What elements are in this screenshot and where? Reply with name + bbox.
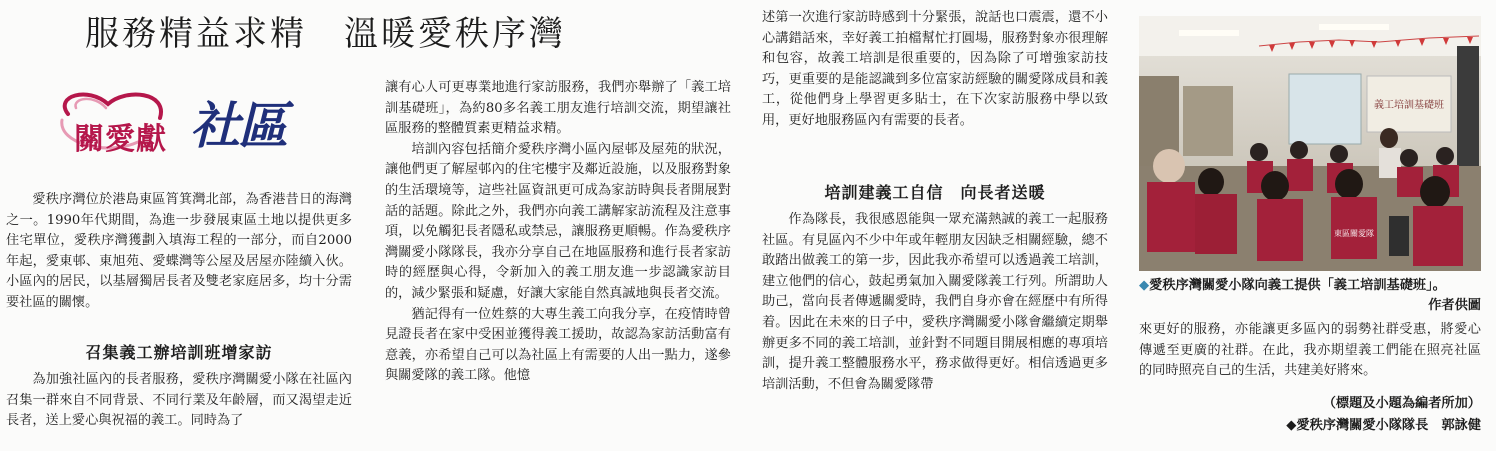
caption-text: 愛秩序灣關愛小隊向義工提供「義工培訓基礎班」。 [1149,278,1446,293]
column-3-lower [762,210,1108,395]
headline: 服務精益求精 溫暖愛秩序灣 [85,14,566,54]
paragraph-2-1: 讓有心人可更專業地進行家訪服務，我們亦舉辦了「義工培訓基礎班」，為約80多名義工朋友進行培訓交流，期望讓社區服務的整體質素更精益求精。 [385,80,731,137]
logo-text-1: 關愛獻 [74,122,167,157]
photo-credit: 作者供圖 [1428,298,1481,313]
paragraph-intro: 愛秩序灣位於港島東區筲箕灣北部，為香港昔日的海灣之一。1990年代期間，為進一步發展東區土地以提供更多住宅單位，愛秩序灣獲劃入填海工程的一部分，而自2000年起，愛東邨、東旭苑、愛蝶灣等公屋及居屋亦陸續入伙。小區內的居民，以基層獨居長者及雙老家庭居多，均十分需要社區的關懷。 [6,192,352,310]
paragraph-4-1: 來更好的服務，亦能讓更多區內的弱勢社群受惠，將愛心傳遞至更廣的社群。在此，我亦期望義工們能在照亮社區的同時照亮自己的生活，共建美好將來。 [1139,322,1481,379]
column-logo [48,84,308,160]
paragraph-3-1: 述第一次進行家訪時感到十分緊張，說話也口震震，還不小心講錯話來，幸好義工拍檔幫忙打圓場，服務對象亦很理解和包容，故義工培訓是很重要的，因為除了可增強家訪技巧，更重要的是能認識到多位富家訪經驗的關愛隊成員和義工，從他們身上學習更多貼士，在下次家訪服務中學以致用，更好地服務區內有需要的長者。 [762,10,1108,128]
column-2 [385,78,731,387]
caption-marker: ◆ [1139,278,1150,293]
paragraph-3-2: 作為隊長，我很感恩能與一眾充滿熱誠的義工一起服務社區。有見區內不少中年或年輕朋友因缺乏相關經驗，總不敢踏出做義工的第一步，因此我亦希望可以透過義工培訓，建立他們的信心，鼓起勇氣加入關愛隊義工行列。所謂助人助己，當向長者傳遞關愛時，我們自身亦會在經歷中有所得着。因此在未來的日子中，愛秩序灣關愛小隊會繼續定期舉辦更多不同的義工培訓，並針對不同題目開展相應的專項培訓，提升義工整體服務水平，務求做得更好。相信透過更多培訓活動，不但會為關愛隊帶 [762,212,1108,392]
subheading-2: 培訓建義工自信 向長者送暖 [824,183,1046,202]
photo-banner-text: 義工培訓基礎班 [1374,100,1444,111]
volunteer-training-photo [1139,16,1481,271]
classroom-illustration [1139,16,1481,271]
column-3 [762,8,1108,132]
paragraph-1-2: 為加強社區內的長者服務，愛秩序灣關愛小隊在社區內召集一群來自不同背景、不同行業及年齡層，而又渴望走近長者，送上愛心與祝福的義工。同時為了 [6,372,352,429]
column-4 [1139,320,1481,382]
photo-vest-text: 東區關愛隊 [1334,229,1374,238]
paragraph-2-2: 培訓內容包括簡介愛秩序灣小區內屋邨及屋苑的狀況，讓他們更了解屋邨內的住宅樓宇及鄰近設施，以及服務對象的生活環境等，這些社區資訊更可成為家訪時與長者開展對話的話題。除此之外，我們亦向義工講解家訪流程及注意事項，以免觸犯長者隱私或禁忌，讓服務更順暢。作為愛秩序灣關愛小隊隊長，我亦分享自己在地區服務和進行長者家訪時的經歷與心得，令新加入的義工朋友進一步認識家訪目的，減少緊張和疑慮，好讓大家能自然真誠地與長者交流。 [385,141,731,301]
column-1-lower [6,370,352,432]
logo-text-2: 社區 [190,96,286,155]
subheading-1: 召集義工辦培訓班增家訪 [85,343,273,362]
editor-note: （標題及小題為編者所加） [1322,396,1481,411]
photo-caption [1139,276,1481,316]
paragraph-2-3: 猶記得有一位姓蔡的大專生義工向我分享，在疫情時曾見證長者在家中受困並獲得義工援助，故認為家訪活動富有意義，亦希望自己可以為社區上有需要的人出一點力，遂參與關愛隊的義工隊。他憶 [385,306,731,384]
author-byline: ◆愛秩序灣關愛小隊隊長 郭詠健 [1286,418,1481,433]
column-1 [6,190,352,314]
